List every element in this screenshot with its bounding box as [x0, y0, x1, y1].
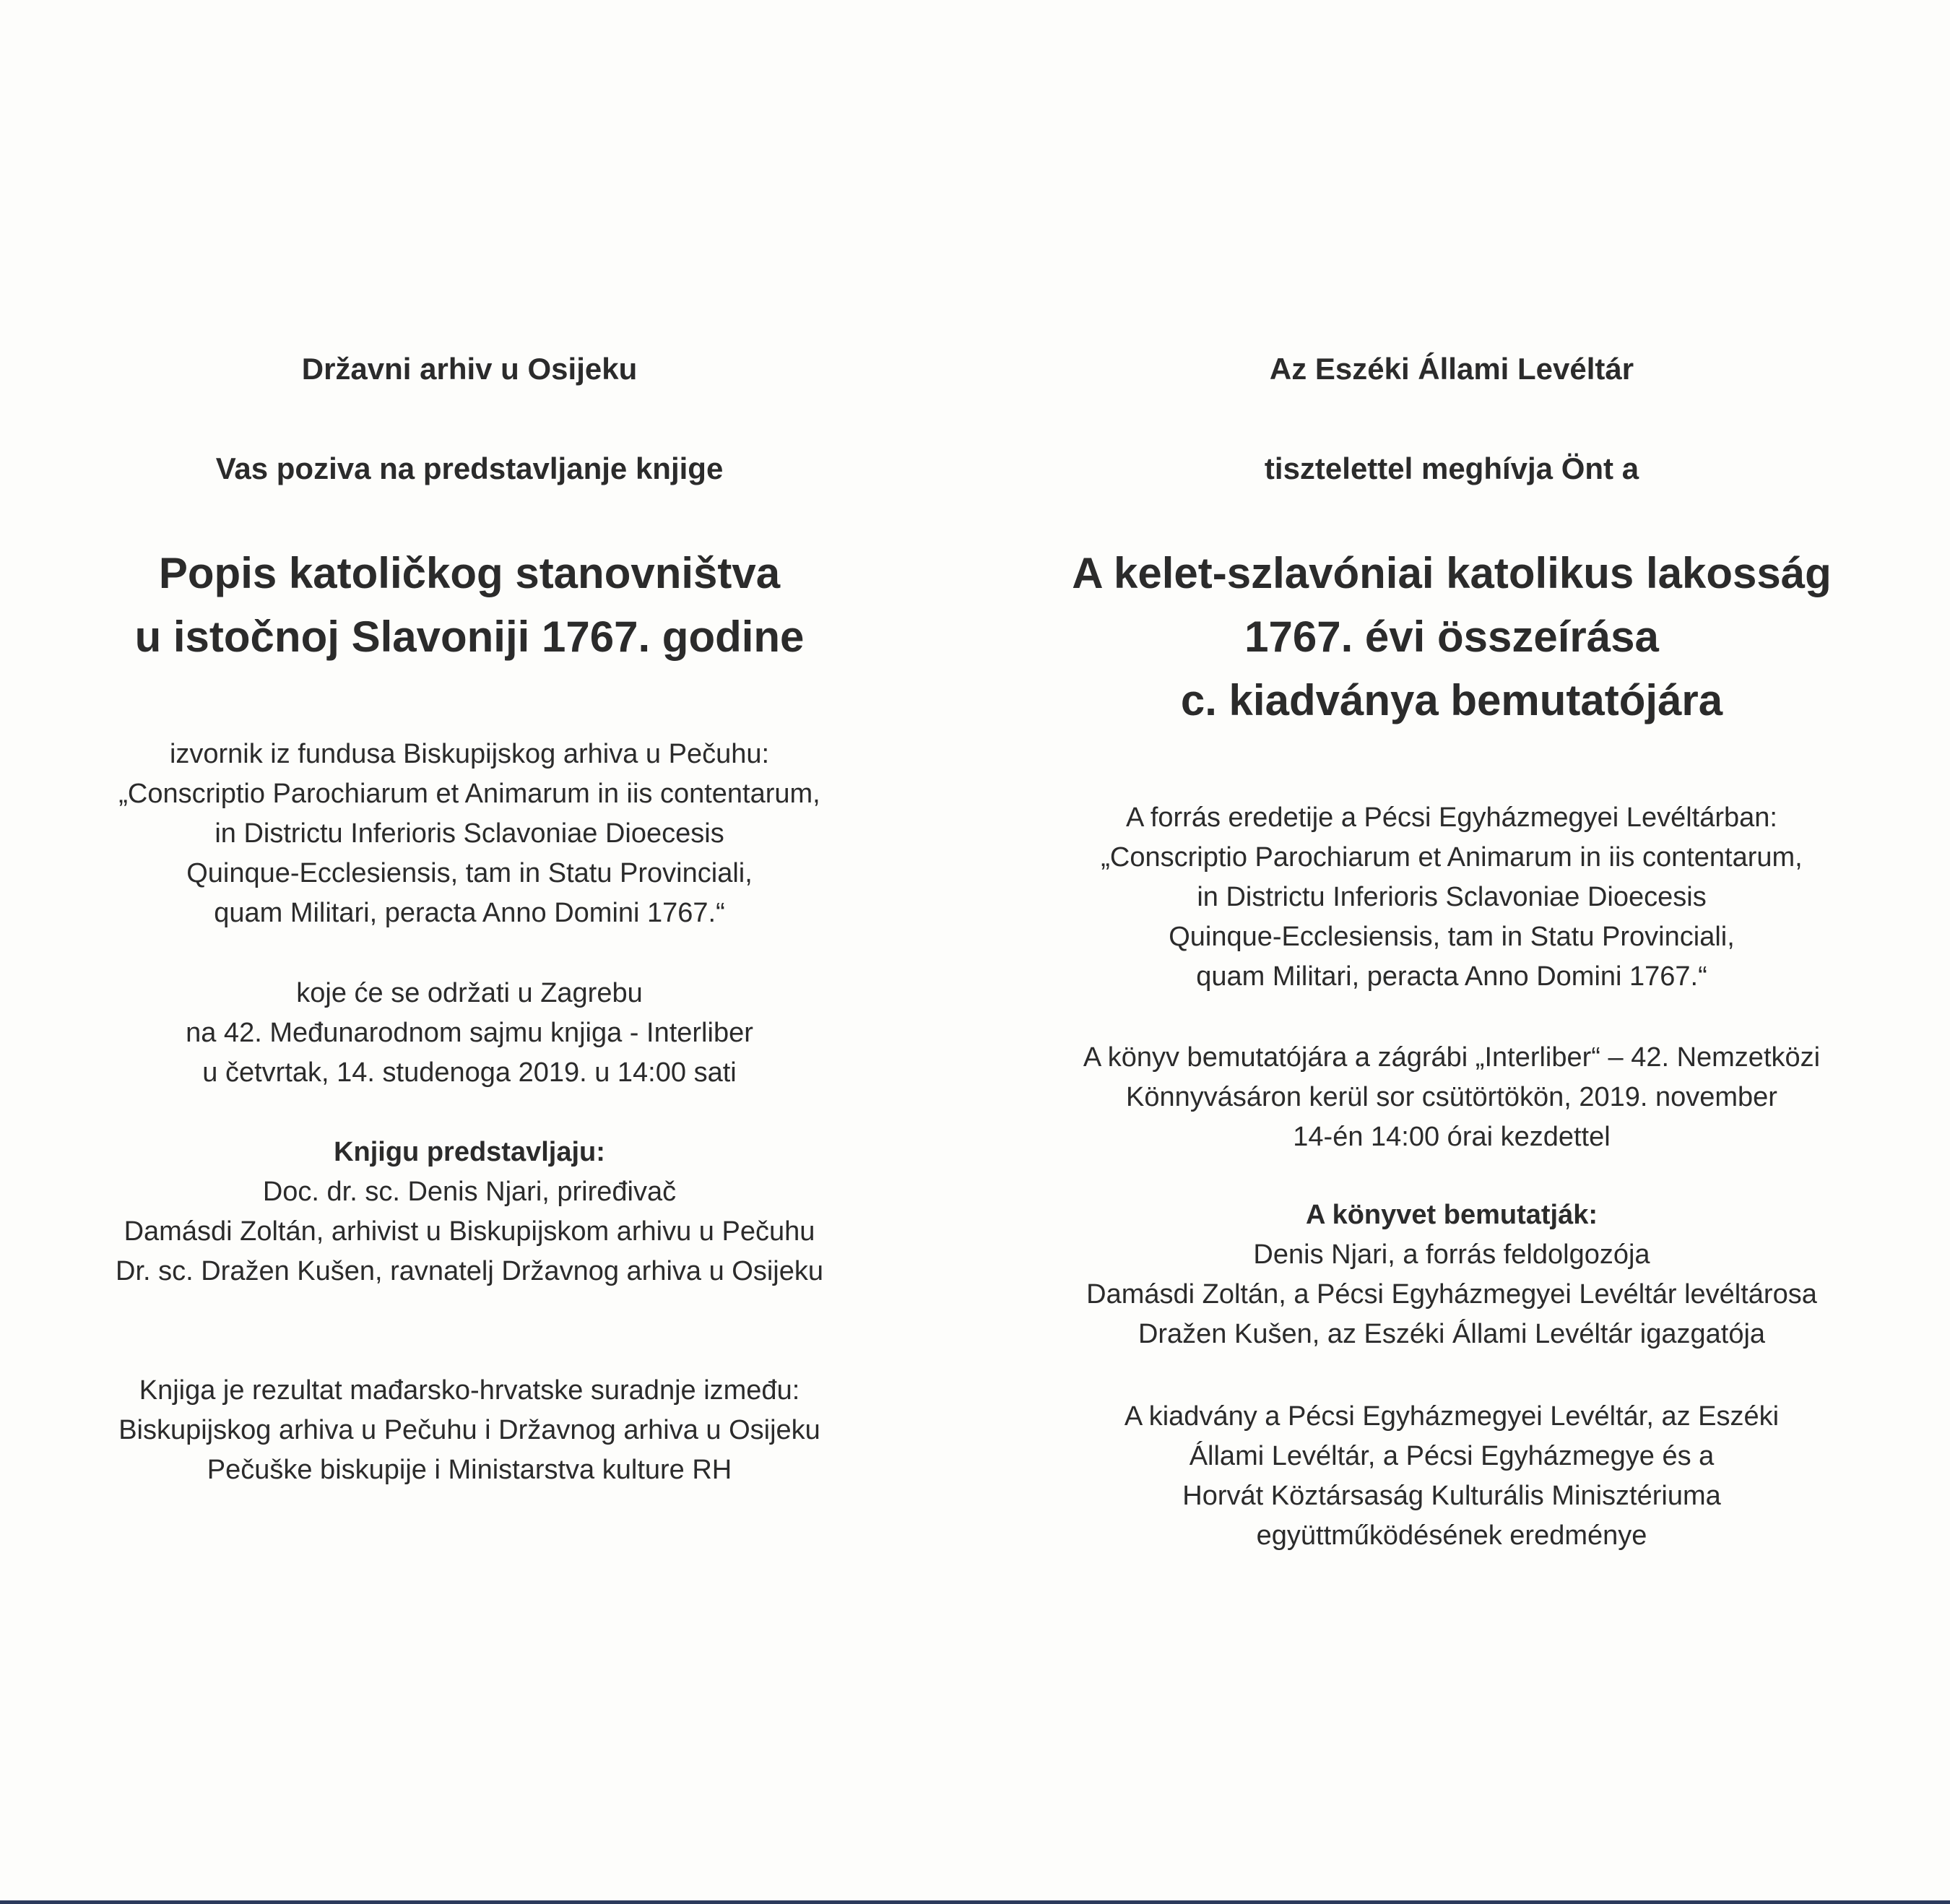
presenter: Denis Njari, a forrás feldolgozója — [1253, 1239, 1650, 1270]
presenters — [43, 1133, 896, 1291]
source-line: in Districtu Inferioris Sclavoniae Dioecesis — [214, 818, 724, 849]
presenters — [997, 1195, 1907, 1354]
organizer-name: Državni arhiv u Osijeku — [301, 352, 638, 386]
source-description — [43, 735, 896, 933]
cooperation-line: együttműködésének eredménye — [1256, 1520, 1647, 1551]
source-line: in Districtu Inferioris Sclavoniae Dioecesis — [1197, 882, 1707, 912]
book-title-line: c. kiadványa bemutatójára — [1180, 676, 1723, 724]
event-line: A könyv bemutatójára a zágrábi „Interliber“ – 42. Nemzetközi — [1083, 1042, 1821, 1073]
invitation-line: tisztelettel meghívja Önt a — [1264, 451, 1639, 485]
book-title — [997, 542, 1907, 732]
event-line: u četvrtak, 14. studenoga 2019. u 14:00 sati — [202, 1057, 737, 1088]
source-line: quam Militari, peracta Anno Domini 1767.“ — [214, 898, 725, 928]
organizer-name: Az Eszéki Állami Levéltár — [1269, 352, 1634, 386]
event-line: Könnyvásáron kerül sor csütörtökön, 2019. november — [1126, 1082, 1777, 1112]
cooperation-line: Biskupijskog arhiva u Pečuhu i Državnog arhiva u Osijeku — [118, 1415, 820, 1445]
presenter: Doc. dr. sc. Denis Njari, priređivač — [262, 1177, 677, 1207]
cooperation-line: Knjiga je rezultat mađarsko-hrvatske suradnje između: — [139, 1375, 800, 1406]
source-line: quam Militari, peracta Anno Domini 1767.“ — [1196, 961, 1707, 992]
source-line: Quinque-Ecclesiensis, tam in Statu Provinciali, — [1169, 922, 1735, 952]
event-details — [997, 1038, 1907, 1157]
book-title-line: A kelet-szlavóniai katolikus lakosság — [1072, 549, 1832, 597]
bottom-edge-divider — [0, 1900, 1950, 1904]
source-line: „Conscriptio Parochiarum et Animarum in iis contentarum, — [1101, 842, 1803, 873]
presenter: Damásdi Zoltán, a Pécsi Egyházmegyei Levéltár levéltárosa — [1086, 1279, 1817, 1310]
presenters-heading: A könyvet bemutatják: — [1305, 1200, 1598, 1230]
event-line: 14-én 14:00 órai kezdettel — [1293, 1122, 1611, 1152]
cooperation-note — [43, 1371, 896, 1490]
presenter: Dražen Kušen, az Eszéki Állami Levéltár igazgatója — [1138, 1319, 1766, 1349]
event-line: na 42. Međunarodnom sajmu knjiga - Interliber — [186, 1018, 753, 1048]
presenters-heading: Knjigu predstavljaju: — [334, 1137, 605, 1167]
event-line: koje će se održati u Zagrebu — [296, 978, 643, 1008]
event-details — [43, 974, 896, 1093]
cooperation-note — [997, 1397, 1907, 1556]
book-title-line: Popis katoličkog stanovništva — [158, 549, 781, 597]
book-title-line: u istočnoj Slavoniji 1767. godine — [134, 613, 805, 661]
cooperation-line: Állami Levéltár, a Pécsi Egyházmegye és a — [1189, 1441, 1715, 1471]
source-line: izvornik iz fundusa Biskupijskog arhiva u Pečuhu: — [169, 739, 770, 769]
source-line: A forrás eredetije a Pécsi Egyházmegyei Levéltárban: — [1126, 802, 1777, 833]
book-title — [43, 542, 896, 669]
presenter: Damásdi Zoltán, arhivist u Biskupijskom arhivu u Pečuhu — [124, 1216, 815, 1247]
book-title-line: 1767. évi összeírása — [1244, 613, 1659, 661]
source-description — [997, 798, 1907, 997]
source-line: Quinque-Ecclesiensis, tam in Statu Provinciali, — [186, 858, 753, 888]
invitation-line: Vas poziva na predstavljanje knjige — [215, 451, 724, 485]
cooperation-line: A kiadvány a Pécsi Egyházmegyei Levéltár, az Eszéki — [1124, 1401, 1780, 1432]
source-line: „Conscriptio Parochiarum et Animarum in iis contentarum, — [118, 779, 820, 809]
cooperation-line: Pečuške biskupije i Ministarstva kulture RH — [207, 1455, 732, 1485]
presenter: Dr. sc. Dražen Kušen, ravnatelj Državnog arhiva u Osijeku — [116, 1256, 823, 1286]
cooperation-line: Horvát Köztársaság Kulturális Minisztériuma — [1182, 1481, 1721, 1511]
